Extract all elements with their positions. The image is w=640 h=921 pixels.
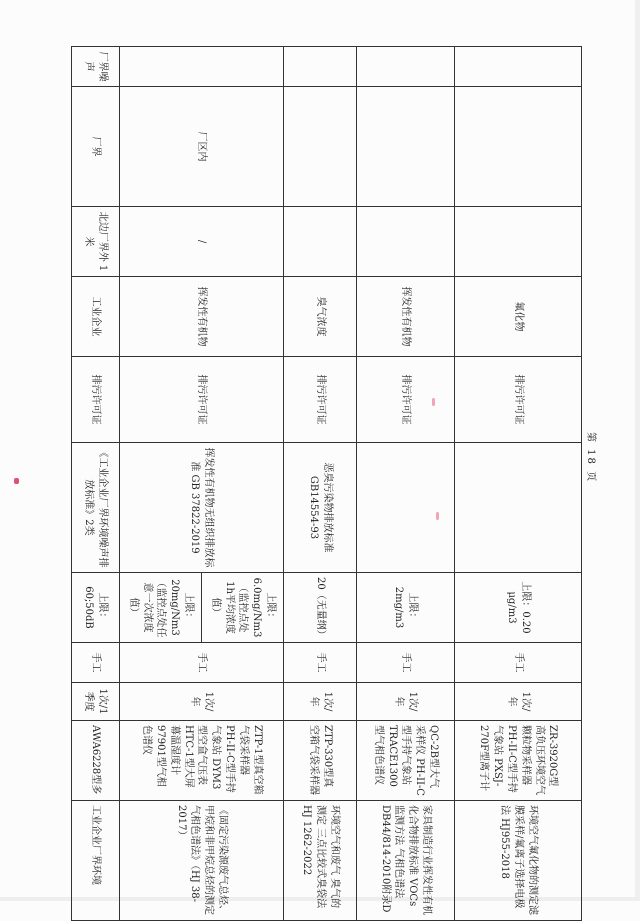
zone-cell <box>455 47 582 87</box>
frequency-cell: 1次/年 <box>284 683 357 721</box>
table-row <box>72 47 120 921</box>
instrument-cell: QC-2B型大气采样仪 PH-II-C型手持气象站 TRACE1300型气相色谱仪 <box>357 721 455 801</box>
permit-cell: 排污许可证 <box>120 357 284 443</box>
table-row <box>357 47 455 921</box>
permit-cell: 排污许可证 <box>455 357 582 443</box>
analysis-method-cell: 《固定污染源废气总烃、甲烷和非甲烷总烃的测定 气相色谱法》（HJ 38-2017） <box>120 801 284 921</box>
permit-cell: 排污许可证 <box>284 357 357 443</box>
zone-cell <box>120 47 284 87</box>
zone-cell <box>284 47 357 87</box>
table-row <box>284 47 357 921</box>
instrument-cell: ZR-3920G型高负压环境空气颗粒物采样器 PH-II-C型手持气象站 PXSJ-270F型离子计 <box>455 721 582 801</box>
standard-cell <box>357 443 455 573</box>
frequency-cell: 1次/1季度 <box>72 683 120 721</box>
zone-cell: 厂界噪声 <box>72 47 120 87</box>
pollutant-cell: 氟化物 <box>455 277 582 357</box>
table-row <box>455 47 582 921</box>
analysis-method-cell: 环境空气氟化物的测定滤膜采样/氟离子选择电极法 HJ955-2018 <box>455 801 582 921</box>
pollutant-cell: 臭气浓度 <box>284 277 357 357</box>
location-cell <box>455 207 582 277</box>
location-cell <box>284 207 357 277</box>
frequency-cell: 1次/年 <box>455 683 582 721</box>
location-cell <box>357 207 455 277</box>
zone-cell <box>357 47 455 87</box>
method-cell: 手工 <box>72 643 120 683</box>
table-row <box>202 47 284 921</box>
method-cell: 手工 <box>357 643 455 683</box>
area-cell: 厂界 <box>72 87 120 207</box>
location-cell: / <box>120 207 284 277</box>
instrument-cell: ZTP-330型真空箱气袋采样器 <box>284 721 357 801</box>
area-cell: 厂区内 <box>120 87 284 207</box>
frequency-cell: 1次/年 <box>120 683 284 721</box>
limit-cell: 上限：6.0mg/Nm3（监控点处1h平均浓度值） <box>202 573 284 643</box>
monitoring-table <box>71 46 582 921</box>
area-cell <box>284 87 357 207</box>
limit-cell: 上限：60;50dB <box>72 573 120 643</box>
red-seal-fragment <box>14 478 19 484</box>
limit-cell: 上限：20mg/Nm3（监控点处任意一次浓度值） <box>120 573 202 643</box>
limit-cell: 上限：0.20 μg/m3 <box>455 573 582 643</box>
instrument-cell: AWA6228型多 <box>72 721 120 801</box>
standard-cell: 《工业企业厂界环境噪声排放标准》2类 <box>72 443 120 573</box>
pollutant-cell: 挥发性有机物 <box>357 277 455 357</box>
limit-cell: 上限：2mg/m3 <box>357 573 455 643</box>
frequency-cell: 1次/年 <box>357 683 455 721</box>
rotated-table-frame <box>72 46 582 915</box>
method-cell: 手工 <box>284 643 357 683</box>
analysis-method-cell: 家具制造行业挥发性有机化合物排放标准 VOCs监测方法 气相色谱法 DB44/814-2010附录D <box>357 801 455 921</box>
standard-cell <box>455 443 582 573</box>
pollutant-cell: 挥发性有机物 <box>120 277 284 357</box>
standard-cell: 挥发性有机物无组织排放标准 GB 37822-2019 <box>120 443 284 573</box>
area-cell <box>357 87 455 207</box>
page-number: 第 18 页 <box>585 432 596 484</box>
limit-cell: 20（无量纲） <box>284 573 357 643</box>
analysis-method-cell: 工业企业厂界环境 <box>72 801 120 921</box>
location-cell: 北边厂界外 1米 <box>72 207 120 277</box>
method-cell: 手工 <box>455 643 582 683</box>
method-cell: 手工 <box>120 643 284 683</box>
instrument-cell: ZTP-1型真空箱气袋采样器 PH-II-C型手持气象站 DYM3型空盒气压表 HTC-1型大屏幕温湿度计 97901型气相色谱仪 <box>120 721 284 801</box>
page-edge-shadow <box>635 0 640 901</box>
analysis-method-cell: 环境空气和废气 臭气的测定 三点比较式臭袋法 HJ 1262-2022 <box>284 801 357 921</box>
standard-cell: 恶臭污染物排放标准 GB14554-93 <box>284 443 357 573</box>
area-cell <box>455 87 582 207</box>
pollutant-cell: 工业企业 <box>72 277 120 357</box>
permit-cell: 排污许可证 <box>72 357 120 443</box>
permit-cell: 排污许可证 <box>357 357 455 443</box>
